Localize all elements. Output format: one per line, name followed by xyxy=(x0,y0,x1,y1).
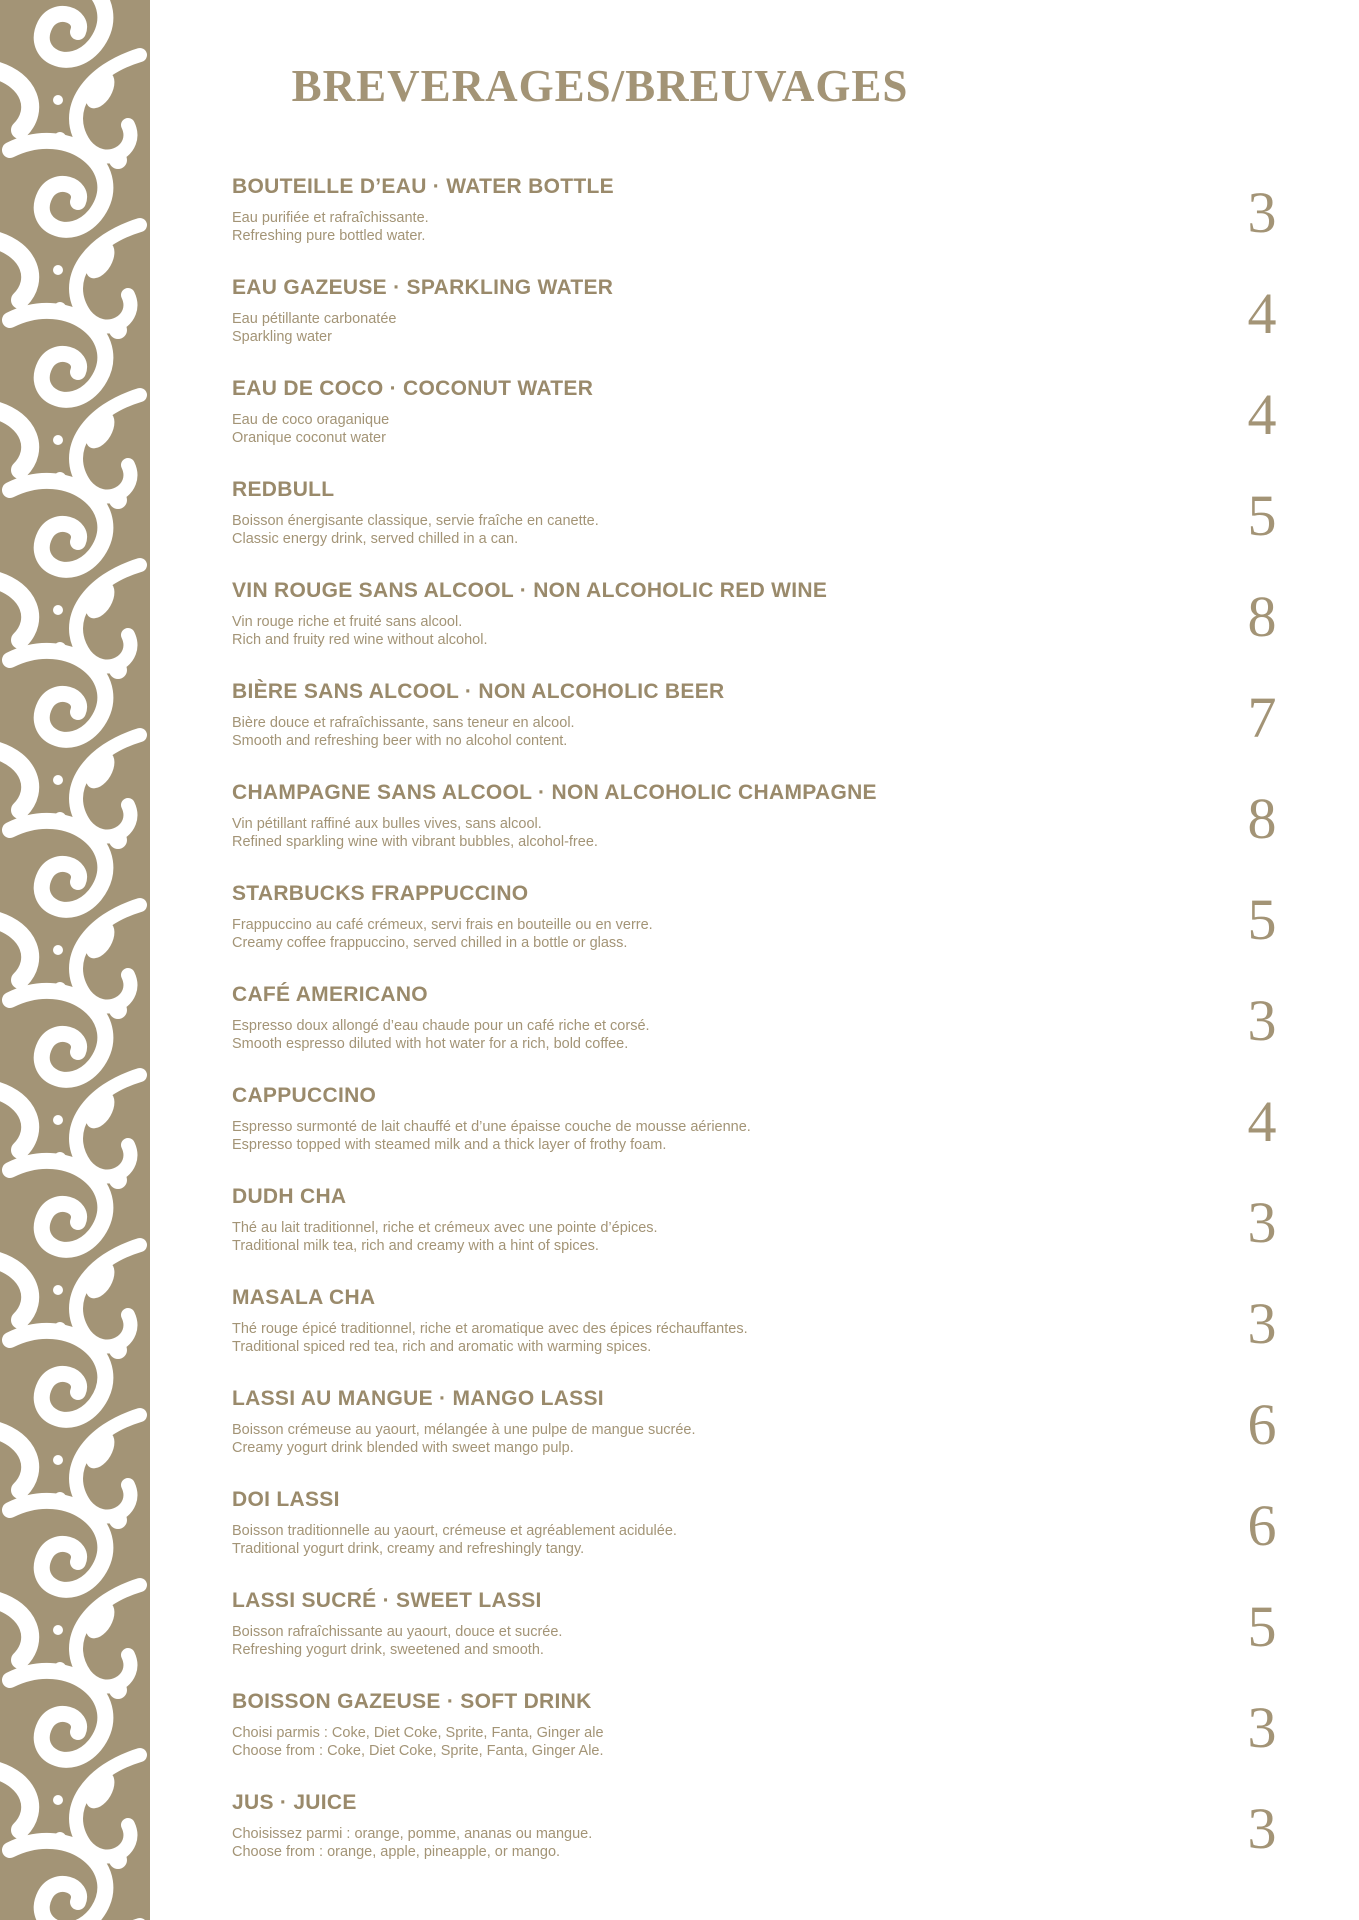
item-description-en: Smooth espresso diluted with hot water for a rich, bold coffee. xyxy=(232,1036,629,1052)
item-description-en: Espresso topped with steamed milk and a thick layer of frothy foam. xyxy=(232,1137,667,1153)
item-description-fr: Espresso surmonté de lait chauffé et d’une épaisse couche de mousse aérienne. xyxy=(232,1119,751,1135)
item-description-fr: Boisson énergisante classique, servie fraîche en canette. xyxy=(232,513,599,529)
menu-item xyxy=(232,276,1292,366)
item-description xyxy=(232,1825,592,1861)
item-description-en: Traditional spiced red tea, rich and aromatic with warming spices. xyxy=(232,1339,652,1355)
item-description xyxy=(232,714,575,750)
item-description xyxy=(232,1320,748,1356)
item-description-fr: Boisson rafraîchissante au yaourt, douce et sucrée. xyxy=(232,1624,563,1640)
item-name: REDBULL xyxy=(232,478,335,501)
item-name: LASSI SUCRÉ · SWEET LASSI xyxy=(232,1589,542,1612)
item-description-en: Choose from : orange, apple, pineapple, or mango. xyxy=(232,1844,561,1860)
item-description xyxy=(232,1219,658,1255)
item-price: 6 xyxy=(1247,1392,1277,1457)
item-price: 3 xyxy=(1247,180,1277,245)
menu-item xyxy=(232,579,1292,669)
menu-item xyxy=(232,377,1292,467)
item-description-fr: Espresso doux allongé d’eau chaude pour un café riche et corsé. xyxy=(232,1018,650,1034)
item-description xyxy=(232,1118,751,1154)
item-description-fr: Bière douce et rafraîchissante, sans teneur en alcool. xyxy=(232,715,575,731)
item-description xyxy=(232,1724,604,1760)
item-description xyxy=(232,916,653,952)
item-description xyxy=(232,209,429,245)
item-description-fr: Thé rouge épicé traditionnel, riche et aromatique avec des épices réchauffantes. xyxy=(232,1321,748,1337)
menu-item xyxy=(232,983,1292,1073)
item-description-fr: Vin rouge riche et fruité sans alcool. xyxy=(232,614,463,630)
item-name: EAU GAZEUSE · SPARKLING WATER xyxy=(232,276,614,299)
item-description xyxy=(232,512,599,548)
item-name: BOISSON GAZEUSE · SOFT DRINK xyxy=(232,1690,592,1713)
item-description xyxy=(232,613,488,649)
page-title: BREVERAGES/BREUVAGES xyxy=(291,61,909,111)
item-price: 3 xyxy=(1247,988,1277,1053)
item-price: 4 xyxy=(1247,382,1277,447)
menu-item xyxy=(232,1589,1292,1679)
item-description xyxy=(232,1623,562,1659)
item-price: 3 xyxy=(1247,1291,1277,1356)
item-description-en: Rich and fruity red wine without alcohol. xyxy=(232,632,488,648)
item-price: 3 xyxy=(1247,1695,1277,1760)
item-description-fr: Eau de coco oraganique xyxy=(232,412,390,428)
item-description-fr: Eau pétillante carbonatée xyxy=(232,311,397,327)
item-description-en: Sparkling water xyxy=(232,329,332,345)
item-description-en: Classic energy drink, served chilled in a can. xyxy=(232,531,519,547)
item-description-en: Refreshing yogurt drink, sweetened and smooth. xyxy=(232,1642,544,1658)
item-description-fr: Vin pétillant raffiné aux bulles vives, sans alcool. xyxy=(232,816,542,832)
menu-item xyxy=(232,1286,1292,1376)
item-description-fr: Choisissez parmi : orange, pomme, ananas ou mangue. xyxy=(232,1826,593,1842)
item-description-en: Smooth and refreshing beer with no alcohol content. xyxy=(232,733,568,749)
item-description-fr: Boisson crémeuse au yaourt, mélangée à une pulpe de mangue sucrée. xyxy=(232,1422,696,1438)
item-price: 7 xyxy=(1247,685,1277,750)
item-price: 6 xyxy=(1247,1493,1277,1558)
menu-item xyxy=(232,1084,1292,1174)
item-description-fr: Choisi parmis : Coke, Diet Coke, Sprite, Fanta, Ginger ale xyxy=(232,1725,604,1741)
menu-item xyxy=(232,175,1292,265)
item-description-en: Creamy coffee frappuccino, served chilled in a bottle or glass. xyxy=(232,935,628,951)
item-name: DUDH CHA xyxy=(232,1185,347,1208)
item-description-en: Refreshing pure bottled water. xyxy=(232,228,426,244)
item-name: EAU DE COCO · COCONUT WATER xyxy=(232,377,594,400)
item-description-en: Choose from : Coke, Diet Coke, Sprite, Fanta, Ginger Ale. xyxy=(232,1743,604,1759)
menu-item xyxy=(232,478,1292,568)
item-price: 8 xyxy=(1247,786,1277,851)
item-name: STARBUCKS FRAPPUCCINO xyxy=(232,882,529,905)
item-price: 3 xyxy=(1247,1796,1277,1861)
menu-item xyxy=(232,1690,1292,1780)
item-description-en: Refined sparkling wine with vibrant bubbles, alcohol-free. xyxy=(232,834,598,850)
item-name: BIÈRE SANS ALCOOL · NON ALCOHOLIC BEER xyxy=(232,680,725,703)
menu-item xyxy=(232,1488,1292,1578)
item-description xyxy=(232,815,598,851)
item-price: 8 xyxy=(1247,584,1277,649)
item-price: 3 xyxy=(1247,1190,1277,1255)
menu-item xyxy=(232,1185,1292,1275)
item-price: 4 xyxy=(1247,1089,1277,1154)
item-name: CAFÉ AMERICANO xyxy=(232,983,428,1006)
item-name: CAPPUCCINO xyxy=(232,1084,377,1107)
item-description xyxy=(232,310,396,346)
item-description xyxy=(232,1017,650,1053)
item-description-en: Traditional yogurt drink, creamy and refreshingly tangy. xyxy=(232,1541,585,1557)
item-name: LASSI AU MANGUE · MANGO LASSI xyxy=(232,1387,604,1410)
item-name: JUS · JUICE xyxy=(232,1791,357,1814)
item-description xyxy=(232,411,389,447)
item-description-en: Creamy yogurt drink blended with sweet mango pulp. xyxy=(232,1440,574,1456)
item-name: VIN ROUGE SANS ALCOOL · NON ALCOHOLIC RED WINE xyxy=(232,579,828,602)
item-name: DOI LASSI xyxy=(232,1488,340,1511)
menu-item xyxy=(232,781,1292,871)
item-name: BOUTEILLE D’EAU · WATER BOTTLE xyxy=(232,175,614,198)
item-description-fr: Eau purifiée et rafraîchissante. xyxy=(232,210,429,226)
item-name: MASALA CHA xyxy=(232,1286,376,1309)
item-description xyxy=(232,1522,677,1558)
menu-item xyxy=(232,882,1292,972)
item-price: 5 xyxy=(1247,887,1277,952)
item-price: 5 xyxy=(1247,1594,1277,1659)
item-description-fr: Boisson traditionnelle au yaourt, crémeuse et agréablement acidulée. xyxy=(232,1523,677,1539)
item-description xyxy=(232,1421,696,1457)
item-description-fr: Frappuccino au café crémeux, servi frais en bouteille ou en verre. xyxy=(232,917,653,933)
item-description-en: Traditional milk tea, rich and creamy with a hint of spices. xyxy=(232,1238,599,1254)
menu-item xyxy=(232,1387,1292,1477)
item-price: 5 xyxy=(1247,483,1277,548)
menu-item xyxy=(232,680,1292,770)
menu-item xyxy=(232,1791,1292,1881)
item-price: 4 xyxy=(1247,281,1277,346)
item-name: CHAMPAGNE SANS ALCOOL · NON ALCOHOLIC CHAMPAGNE xyxy=(232,781,877,804)
item-description-en: Oranique coconut water xyxy=(232,430,386,446)
item-description-fr: Thé au lait traditionnel, riche et crémeux avec une pointe d’épices. xyxy=(232,1220,658,1236)
